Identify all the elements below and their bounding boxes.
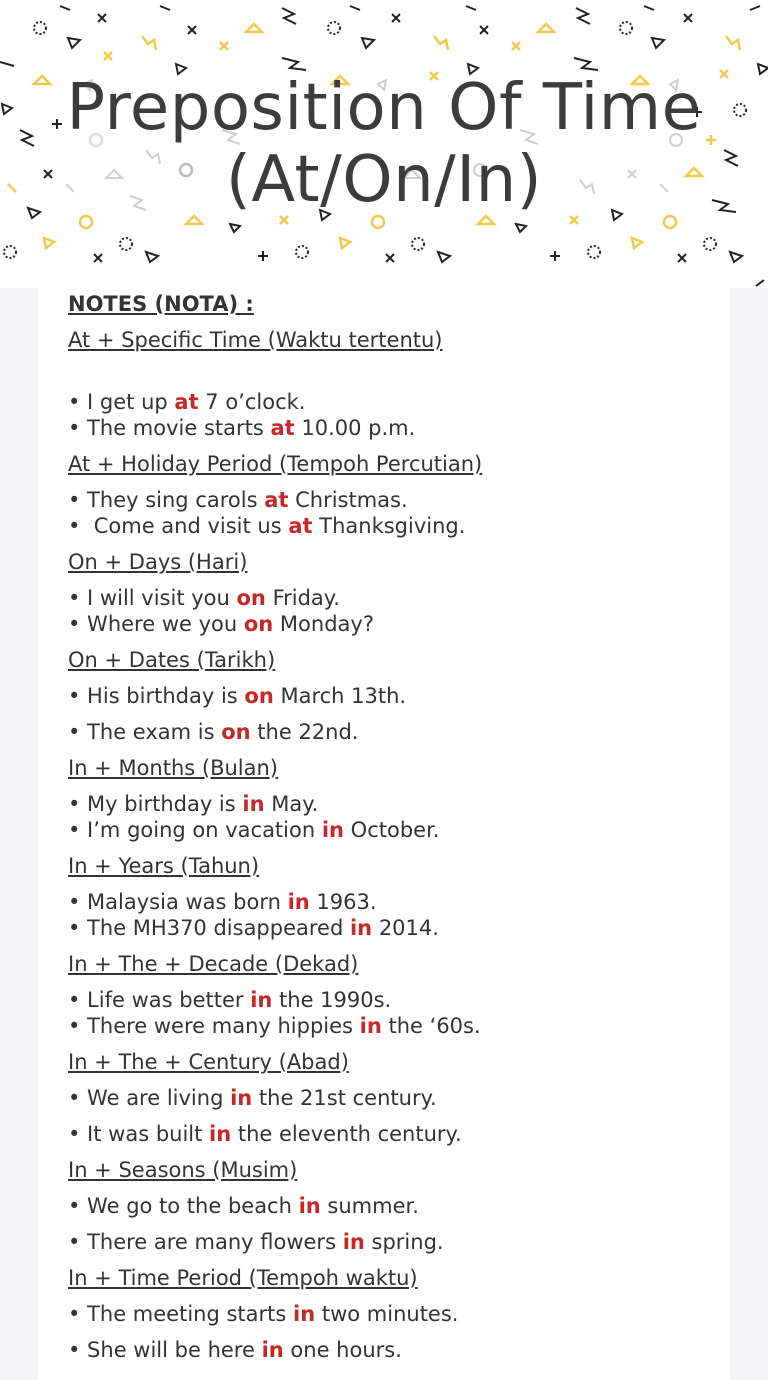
section-heading: In + The + Century (Abad) — [68, 1050, 349, 1074]
header-banner — [0, 0, 768, 288]
list-item: • It was built in the eleventh century. — [68, 1122, 462, 1146]
section-heading: In + Months (Bulan) — [68, 756, 278, 780]
section-heading: In + The + Decade (Dekad) — [68, 952, 359, 976]
list-item: • We go to the beach in summer. — [68, 1194, 419, 1218]
section-heading: On + Days (Hari) — [68, 550, 248, 574]
list-item: • We are living in the 21st century. — [68, 1086, 437, 1110]
page-title — [0, 72, 768, 216]
list-item: • The exam is on the 22nd. — [68, 720, 359, 744]
list-item: • His birthday is on March 13th. — [68, 684, 407, 708]
list-item: • Malaysia was born in 1963. — [68, 890, 377, 914]
notes-card — [38, 288, 730, 1380]
title-line-2: (At/On/In) — [225, 143, 543, 217]
section-heading: At + Specific Time (Waktu tertentu) — [68, 328, 443, 352]
title-line-1: Preposition Of Time — [66, 71, 702, 145]
list-item: • Where we you on Monday? — [68, 612, 374, 636]
list-item: • Life was better in the 1990s. — [68, 988, 392, 1012]
list-item: • I will visit you on Friday. — [68, 586, 340, 610]
list-item: • I’m going on vacation in October. — [68, 818, 440, 842]
section-heading: At + Holiday Period (Tempoh Percutian) — [68, 452, 483, 476]
section-heading: In + Time Period (Tempoh waktu) — [68, 1266, 418, 1290]
notes-title: NOTES (NOTA) : — [68, 292, 254, 316]
list-item: • Come and visit us at Thanksgiving. — [68, 514, 466, 538]
list-item: • I get up at 7 o’clock. — [68, 390, 306, 414]
list-item: • They sing carols at Christmas. — [68, 488, 408, 512]
list-item: • My birthday is in May. — [68, 792, 319, 816]
list-item: • The meeting starts in two minutes. — [68, 1302, 459, 1326]
list-item: • The movie starts at 10.00 p.m. — [68, 416, 416, 440]
list-item: • There were many hippies in the ‘60s. — [68, 1014, 481, 1038]
section-heading: In + Seasons (Musim) — [68, 1158, 298, 1182]
section-heading: In + Years (Tahun) — [68, 854, 260, 878]
section-heading: On + Dates (Tarikh) — [68, 648, 276, 672]
list-item: • She will be here in one hours. — [68, 1338, 402, 1362]
list-item: • The MH370 disappeared in 2014. — [68, 916, 439, 940]
list-item: • There are many flowers in spring. — [68, 1230, 444, 1254]
